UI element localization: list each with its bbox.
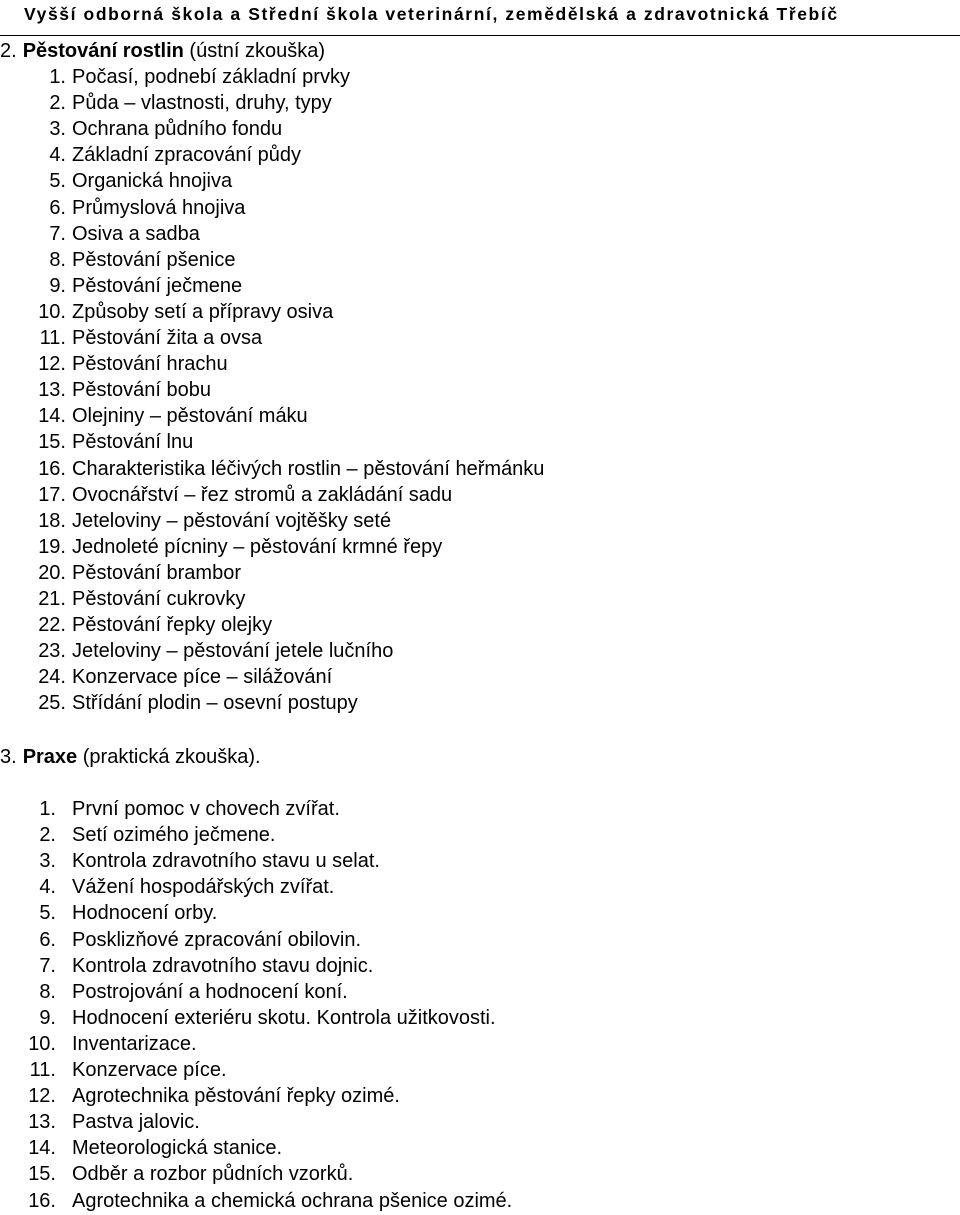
item-text: Charakteristika léčivých rostlin – pěstování heřmánku (72, 457, 545, 480)
item-text: Způsoby setí a přípravy osiva (72, 300, 334, 323)
item-number: 4. (49, 144, 66, 167)
item-number: 4. (39, 876, 56, 899)
item-number: 17. (38, 483, 66, 506)
item-number: 7. (39, 954, 56, 977)
item-number: 5. (39, 902, 56, 925)
item-text: Pěstování hrachu (72, 353, 228, 376)
item-number: 2. (49, 92, 66, 115)
item-text: Kontrola zdravotního stavu dojnic. (72, 954, 374, 977)
section-title: Pěstování rostlin (22, 40, 184, 62)
item-text: První pomoc v chovech zvířat. (72, 798, 340, 820)
item-text: Pěstování bobu (72, 379, 211, 402)
item-text: Setí ozimého ječmene. (72, 824, 276, 847)
item-number: 6. (39, 928, 56, 951)
item-number: 13. (38, 379, 66, 402)
item-number: 20. (38, 561, 66, 584)
item-text: Hodnocení exteriéru skotu. Kontrola užitkovosti. (72, 1006, 496, 1029)
item-number: 2. (39, 824, 56, 847)
item-text: Vážení hospodářských zvířat. (72, 876, 335, 899)
item-number: 18. (38, 509, 66, 532)
item-text: Průmyslová hnojiva (72, 196, 246, 219)
item-number: 11. (39, 327, 66, 349)
item-text: Základní zpracování půdy (72, 144, 302, 167)
item-text: Jeteloviny – pěstování vojtěšky seté (72, 509, 392, 532)
item-number: 5. (49, 170, 66, 193)
item-number: 14. (28, 1137, 56, 1160)
item-number: 9. (39, 1006, 56, 1029)
item-number: 1. (39, 798, 56, 820)
item-number: 3. (49, 118, 66, 141)
item-number: 6. (49, 196, 66, 219)
item-text: Pěstování pšenice (72, 248, 236, 271)
item-number: 7. (49, 222, 66, 245)
item-text: Jednoleté pícniny – pěstování krmné řepy (72, 535, 443, 558)
item-text: Agrotechnika a chemická ochrana pšenice ozimé. (72, 1189, 513, 1212)
item-text: Hodnocení orby. (72, 902, 218, 925)
item-number: 21. (38, 588, 66, 610)
item-text: Pěstování cukrovky (72, 588, 246, 610)
item-text: Střídání plodin – osevní postupy (72, 692, 358, 715)
item-number: 12. (38, 353, 66, 376)
item-text: Pěstování brambor (72, 561, 241, 584)
item-text: Konzervace píce – silážování (72, 666, 333, 689)
item-text: Postrojování a hodnocení koní. (72, 980, 348, 1003)
item-number: 12. (28, 1085, 56, 1108)
item-text: Odběr a rozbor půdních vzorků. (72, 1163, 354, 1186)
section-subtitle: (ústní zkouška) (189, 40, 326, 62)
page-header (0, 0, 960, 36)
item-number: 15. (28, 1163, 56, 1186)
item-number: 1. (49, 66, 66, 88)
item-text: Počasí, podnebí základní prvky (72, 66, 350, 88)
item-number: 10. (28, 1032, 56, 1055)
section-heading-pestovani (0, 40, 325, 63)
item-number: 14. (38, 405, 66, 428)
item-text: Organická hnojiva (72, 170, 233, 193)
item-number: 13. (28, 1111, 56, 1134)
item-text: Inventarizace. (72, 1032, 197, 1055)
item-text: Pěstování řepky olejky (72, 614, 273, 637)
item-text: Agrotechnika pěstování řepky ozimé. (72, 1085, 400, 1108)
item-number: 24. (38, 666, 66, 689)
section-heading-praxe (0, 746, 261, 769)
school-name: Vyšší odborná škola a Střední škola veterinární, zemědělská a zdravotnická Třebíč (24, 4, 839, 24)
item-number: 10. (38, 300, 66, 323)
item-number: 19. (38, 535, 66, 558)
section-title: Praxe (22, 746, 78, 768)
item-text: Jeteloviny – pěstování jetele lučního (72, 640, 394, 663)
item-text: Půda – vlastnosti, druhy, typy (72, 92, 332, 115)
section-number: 3. (0, 746, 17, 768)
section-subtitle: (praktická zkouška). (82, 746, 261, 768)
item-text: Posklizňové zpracování obilovin. (72, 928, 362, 951)
item-number: 9. (49, 274, 66, 297)
item-text: Osiva a sadba (72, 222, 200, 245)
item-number: 16. (38, 457, 66, 480)
item-text: Pěstování žita a ovsa (72, 327, 263, 349)
item-number: 23. (38, 640, 66, 663)
item-text: Pastva jalovic. (72, 1111, 200, 1134)
section-number: 2. (0, 40, 17, 62)
item-number: 16. (28, 1189, 56, 1212)
item-text: Ovocnářství – řez stromů a zakládání sadu (72, 483, 453, 506)
item-text: Pěstování ječmene (72, 274, 243, 297)
item-number: 8. (49, 248, 66, 271)
item-number: 8. (39, 980, 56, 1003)
item-number: 15. (38, 431, 66, 454)
item-number: 3. (39, 850, 56, 873)
item-text: Kontrola zdravotního stavu u selat. (72, 850, 380, 873)
item-number: 11. (29, 1059, 56, 1081)
item-text: Konzervace píce. (72, 1059, 227, 1081)
item-number: 22. (38, 614, 66, 637)
item-text: Olejniny – pěstování máku (72, 405, 308, 428)
item-text: Meteorologická stanice. (72, 1137, 283, 1160)
item-number: 25. (38, 692, 66, 715)
item-text: Pěstování lnu (72, 431, 194, 454)
item-text: Ochrana půdního fondu (72, 118, 283, 141)
